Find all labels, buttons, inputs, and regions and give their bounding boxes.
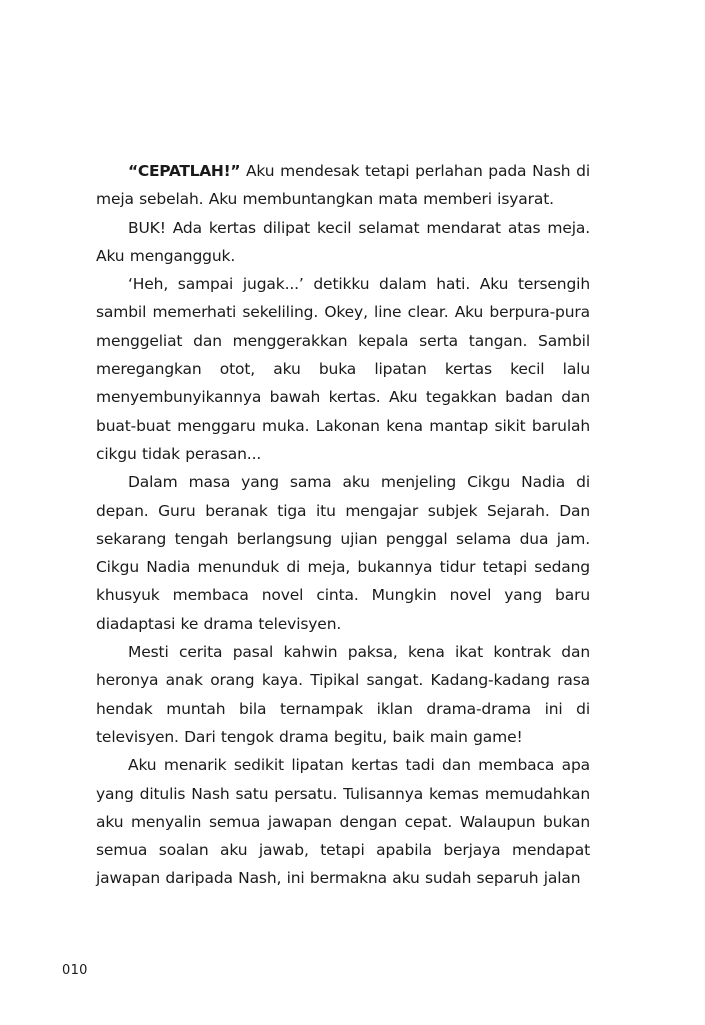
paragraph-6: Aku menarik sedikit lipatan kertas tadi dan membaca apa yang ditulis Nash satu persatu. Tulisannya kemas memudahkan aku menyalin semua jawapan dengan cepat. Walaupun bukan semua soalan aku jawab, tetapi apabila berjaya mendapat jawapan daripada Nash, ini bermakna aku sudah separuh jalan — [96, 756, 590, 888]
paragraph-1 — [96, 157, 590, 214]
paragraph-5: Mesti cerita pasal kahwin paksa, kena ikat kontrak dan heronya anak orang kaya. Tipikal sangat. Kadang-kadang rasa hendak muntah bila ternampak iklan drama-drama ini di televisyen. Dari tengok drama begitu, baik main game! — [96, 643, 590, 746]
paragraph-2: BUK! Ada kertas dilipat kecil selamat mendarat atas meja. Aku mengangguk. — [96, 218, 590, 265]
page-number: 010 — [62, 963, 88, 978]
paragraph-4: Dalam masa yang sama aku menjeling Cikgu Nadia di depan. Guru beranak tiga itu mengajar subjek Sejarah. Dan sekarang tengah berlangsung ujian penggal selama dua jam. Cikgu Nadia menunduk di meja, bukannya tidur tetapi sedang khusyuk membaca novel cinta. Mungkin novel yang baru diadaptasi ke drama televisyen. — [96, 473, 590, 633]
paragraph-3: ‘Heh, sampai jugak...’ detikku dalam hati. Aku tersengih sambil memerhati sekeliling. Okey, line clear. Aku berpura-pura menggeliat dan menggerakkan kepala serta tangan. Sambil meregangkan otot, aku buka lipatan kertas kecil lalu menyembunyikannya bawah kertas. Aku tegakkan badan dan buat-buat menggaru muka. Lakonan kena mantap sikit barulah cikgu tidak perasan... — [96, 275, 590, 463]
paragraph-text: Aku mendesak tetapi perlahan pada Nash di meja sebelah. Aku membuntangkan mata memberi isyarat. — [96, 162, 590, 209]
paragraph-lead: “CEPATLAH!” — [128, 162, 241, 180]
body-text — [96, 157, 590, 893]
